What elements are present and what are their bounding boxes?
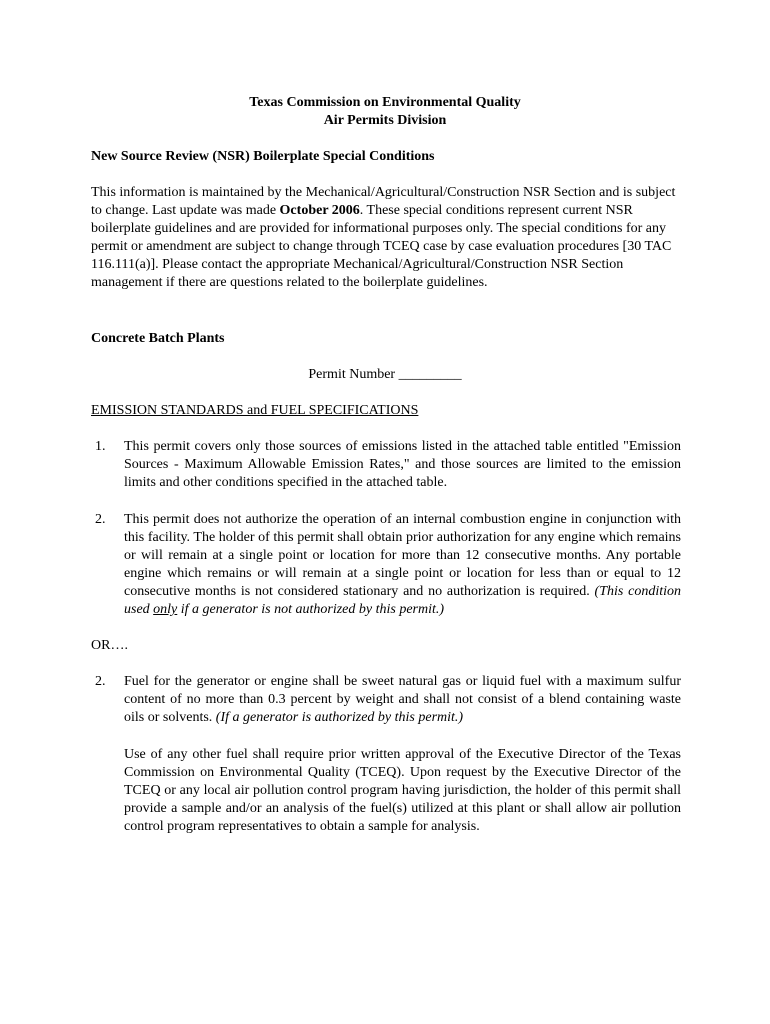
agency-name: Texas Commission on Environmental Quality: [249, 95, 521, 110]
intro-text-part2: . These special conditions represent current NSR boilerplate guidelines and are provided for informational purposes only. The special conditions for any permit or amendment are subject to change through TCEQ case by case evaluation procedures [30 TAC 116.111(a)]. Please contact the appropriate Mechanical/Agricultural/Construction NSR Section management if there are questions related to the boilerplate guidelines.: [91, 203, 672, 290]
condition-note: (If a generator is authorized by this permit.): [215, 710, 464, 725]
condition-note-emphasis: only: [153, 602, 178, 617]
last-update-date: October 2006: [279, 203, 360, 218]
permit-number-line: [0, 366, 770, 384]
permit-number-text: Permit Number _________: [308, 367, 462, 382]
list-item-text: [124, 511, 681, 619]
list-item-number: 1.: [95, 439, 106, 454]
section-title: Concrete Batch Plants: [91, 331, 225, 346]
list-item-text: This permit covers only those sources of emissions listed in the attached table entitled "Emission Sources - Maximum Allowable Emission Rates," and those sources are limited to the emission limits and other conditions specified in the attached table.: [124, 439, 681, 490]
condition-note-pre: (This condition used: [124, 584, 681, 617]
condition-note-post: if a generator is not authorized by this permit.): [177, 602, 445, 617]
list-item-body: Fuel for the generator or engine shall be sweet natural gas or liquid fuel with a maximum sulfur content of no more than 0.3 percent by weight and shall not consist of a blend containing waste oils or solvents.: [124, 674, 681, 725]
list-item: [91, 438, 681, 492]
section-heading: EMISSION STANDARDS and FUEL SPECIFICATIONS: [91, 403, 419, 418]
subject-title: New Source Review (NSR) Boilerplate Special Conditions: [91, 149, 435, 164]
intro-text-part1: This information is maintained by the Mechanical/Agricultural/Construction NSR Section and is subject to change. Last update was made: [91, 185, 676, 218]
list-item-number: 2.: [95, 512, 106, 527]
intro-paragraph: [91, 184, 683, 292]
document-header: [0, 94, 770, 130]
division-name: Air Permits Division: [323, 113, 447, 128]
list-item: [91, 511, 681, 619]
list-item-number: 2.: [95, 674, 106, 689]
list-item-text: [124, 673, 681, 727]
or-label: OR….: [91, 638, 128, 653]
list-item-body: This permit does not authorize the operation of an internal combustion engine in conjunction with this facility. The holder of this permit shall obtain prior authorization for any engine which remains or will remain at a single point or location for more than 12 consecutive months. Any portable engine which remains or will remain at a single point or location for less than or equal to 12 consecutive months is not considered stationary and no authorization is required.: [124, 512, 681, 599]
fuel-approval-paragraph: Use of any other fuel shall require prior written approval of the Executive Director of the Texas Commission on Environmental Quality (TCEQ). Upon request by the Executive Director of the TCEQ or any local air pollution control program having jurisdiction, the holder of this permit shall provide a sample and/or an analysis of the fuel(s) utilized at this plant or shall allow air pollution control program representatives to obtain a sample for analysis.: [124, 747, 681, 834]
list-item: [91, 673, 681, 727]
